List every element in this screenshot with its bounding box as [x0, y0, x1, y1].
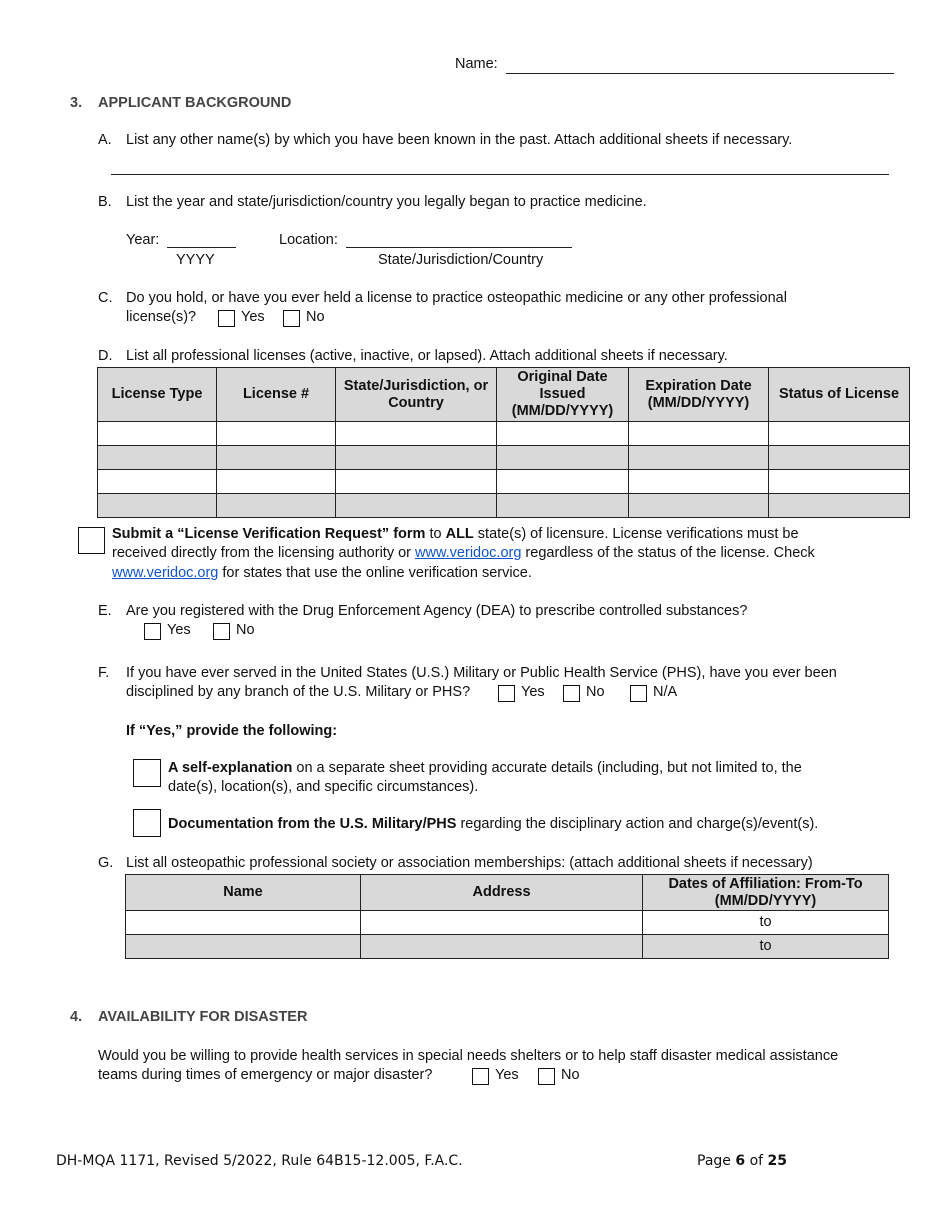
col-address: Address	[361, 875, 643, 911]
item-f-text-line2: disciplined by any branch of the U.S. Military or PHS?	[126, 684, 471, 700]
disaster-yes-label: Yes	[495, 1067, 519, 1083]
dea-yes-label: Yes	[167, 622, 191, 638]
location-hint: State/Jurisdiction/Country	[378, 252, 544, 268]
col-license-type: License Type	[98, 368, 217, 422]
verify-mid1: to	[425, 526, 446, 542]
col-license-number: License #	[217, 368, 336, 422]
table-cell[interactable]	[629, 494, 769, 518]
table-cell[interactable]	[629, 470, 769, 494]
table-cell[interactable]	[336, 422, 497, 446]
military-yes-checkbox[interactable]	[498, 685, 515, 702]
table-row[interactable]	[98, 470, 910, 494]
license-verification-checkbox[interactable]	[78, 527, 105, 554]
table-cell[interactable]	[336, 470, 497, 494]
table-cell[interactable]	[497, 446, 629, 470]
table-cell[interactable]	[217, 494, 336, 518]
license-held-yes-label: Yes	[241, 309, 265, 325]
item-c-text-line1: Do you hold, or have you ever held a license to practice osteopathic medicine or any other professional	[126, 290, 787, 306]
section3-number: 3.	[70, 95, 83, 111]
dea-yes-checkbox[interactable]	[144, 623, 161, 640]
military-no-label: No	[586, 684, 605, 700]
verify-rest1: state(s) of licensure. License verifications must be	[473, 526, 799, 542]
item-d-letter: D.	[98, 348, 113, 364]
license-held-yes-checkbox[interactable]	[218, 310, 235, 327]
table-cell[interactable]	[769, 494, 910, 518]
table-cell[interactable]	[629, 446, 769, 470]
dea-no-checkbox[interactable]	[213, 623, 230, 640]
year-input-line[interactable]	[167, 232, 236, 248]
verify-line2-pre: received directly from the licensing authority or	[112, 545, 416, 561]
military-documentation-bold: Documentation from the U.S. Military/PHS	[168, 816, 457, 832]
table-row[interactable]	[98, 422, 910, 446]
item-b-letter: B.	[98, 194, 112, 210]
item-g-text: List all osteopathic professional society or association memberships: (attach additional sheets if necessary)	[126, 855, 813, 871]
section3-title: APPLICANT BACKGROUND	[98, 95, 292, 111]
military-na-checkbox[interactable]	[630, 685, 647, 702]
table-cell[interactable]	[98, 494, 217, 518]
item-c-text-line2: license(s)?	[126, 309, 197, 325]
item-d-text: List all professional licenses (active, inactive, or lapsed). Attach additional sheets if necessary.	[126, 348, 728, 364]
table-cell[interactable]	[497, 494, 629, 518]
table-cell[interactable]	[98, 470, 217, 494]
table-cell[interactable]	[336, 494, 497, 518]
military-documentation-checkbox[interactable]	[133, 809, 161, 837]
item-a-text: List any other name(s) by which you have been known in the past. Attach additional sheets if necessary.	[126, 132, 793, 148]
table-cell[interactable]	[497, 422, 629, 446]
page-label: Page	[697, 1153, 731, 1169]
location-label: Location:	[279, 232, 338, 248]
dates-to-cell[interactable]: to	[643, 935, 889, 959]
disaster-no-checkbox[interactable]	[538, 1068, 555, 1085]
if-yes-heading: If “Yes,” provide the following:	[126, 723, 338, 739]
verify-line1	[112, 526, 799, 542]
self-explanation-line2: date(s), location(s), and specific circumstances).	[168, 779, 479, 795]
other-names-line[interactable]	[111, 157, 889, 175]
col-name: Name	[126, 875, 361, 911]
verify-bold2: ALL	[445, 526, 474, 542]
page-number	[697, 1153, 787, 1169]
col-status: Status of License	[769, 368, 910, 422]
table-cell[interactable]	[98, 422, 217, 446]
section4-title: AVAILABILITY FOR DISASTER	[98, 1009, 308, 1025]
table-cell[interactable]	[126, 911, 361, 935]
section4-text-line1: Would you be willing to provide health services in special needs shelters or to help staff disaster medical assistance	[98, 1048, 839, 1064]
table-cell[interactable]	[217, 422, 336, 446]
memberships-table	[125, 874, 889, 959]
name-input-line[interactable]	[506, 56, 894, 74]
col-expiration-date: Expiration Date (MM/DD/YYYY)	[629, 368, 769, 422]
licenses-table	[97, 367, 910, 518]
table-row[interactable]	[126, 911, 889, 935]
license-held-no-checkbox[interactable]	[283, 310, 300, 327]
disaster-yes-checkbox[interactable]	[472, 1068, 489, 1085]
item-a-letter: A.	[98, 132, 112, 148]
page-current: 6	[735, 1153, 746, 1169]
section4-text-line2: teams during times of emergency or major disaster?	[98, 1067, 433, 1083]
verify-line3	[112, 565, 532, 581]
military-na-label: N/A	[653, 684, 678, 700]
item-f-letter: F.	[98, 665, 110, 681]
table-cell[interactable]	[769, 470, 910, 494]
table-cell[interactable]	[98, 446, 217, 470]
table-cell[interactable]	[769, 422, 910, 446]
disaster-no-label: No	[561, 1067, 580, 1083]
year-hint: YYYY	[176, 252, 215, 268]
military-no-checkbox[interactable]	[563, 685, 580, 702]
table-cell[interactable]	[217, 446, 336, 470]
veridoc-link[interactable]: www.veridoc.org	[112, 565, 219, 581]
col-state: State/Jurisdiction, or Country	[336, 368, 497, 422]
table-cell[interactable]	[361, 911, 643, 935]
table-cell[interactable]	[126, 935, 361, 959]
table-cell[interactable]	[336, 446, 497, 470]
table-row[interactable]	[98, 494, 910, 518]
verify-line2-post: regardless of the status of the license. Check	[521, 545, 815, 561]
table-cell[interactable]	[361, 935, 643, 959]
military-documentation-text	[168, 816, 818, 832]
self-explanation-rest: on a separate sheet providing accurate details (including, but not limited to, the	[292, 760, 802, 776]
military-yes-label: Yes	[521, 684, 545, 700]
self-explanation-line1	[168, 760, 802, 776]
table-row[interactable]	[126, 935, 889, 959]
verify-bold1: Submit a “License Verification Request” form	[112, 526, 426, 542]
section4-number: 4.	[70, 1009, 83, 1025]
table-cell[interactable]	[217, 470, 336, 494]
licenses-header-row	[98, 368, 910, 422]
item-c-letter: C.	[98, 290, 113, 306]
item-e-text: Are you registered with the Drug Enforcement Agency (DEA) to prescribe controlled substances?	[126, 603, 748, 619]
year-label: Year:	[126, 232, 160, 248]
license-held-no-label: No	[306, 309, 325, 325]
table-cell[interactable]	[629, 422, 769, 446]
location-input-line[interactable]	[346, 232, 572, 248]
item-e-letter: E.	[98, 603, 112, 619]
page-of: of	[749, 1153, 764, 1169]
item-g-letter: G.	[98, 855, 114, 871]
item-f-text-line1: If you have ever served in the United States (U.S.) Military or Public Health Service (PHS), have you ever been	[126, 665, 837, 681]
dea-no-label: No	[236, 622, 255, 638]
item-b-text: List the year and state/jurisdiction/country you legally began to practice medicine.	[126, 194, 647, 210]
verify-line2	[112, 545, 815, 561]
memberships-header-row	[126, 875, 889, 911]
military-documentation-rest: regarding the disciplinary action and charge(s)/event(s).	[456, 816, 819, 832]
table-cell[interactable]	[497, 470, 629, 494]
table-row[interactable]	[98, 446, 910, 470]
col-original-date: Original Date Issued (MM/DD/YYYY)	[497, 368, 629, 422]
verify-line3-post: for states that use the online verification service.	[218, 565, 532, 581]
col-dates: Dates of Affiliation: From-To (MM/DD/YYYY)	[643, 875, 889, 911]
page-total: 25	[767, 1153, 787, 1169]
form-id: DH-MQA 1171, Revised 5/2022, Rule 64B15-12.005, F.A.C.	[56, 1153, 463, 1169]
table-cell[interactable]	[769, 446, 910, 470]
self-explanation-checkbox[interactable]	[133, 759, 161, 787]
name-label: Name:	[455, 56, 498, 72]
veridoc-link[interactable]: www.veridoc.org	[415, 545, 522, 561]
dates-to-cell[interactable]: to	[643, 911, 889, 935]
self-explanation-bold: A self-explanation	[168, 760, 293, 776]
